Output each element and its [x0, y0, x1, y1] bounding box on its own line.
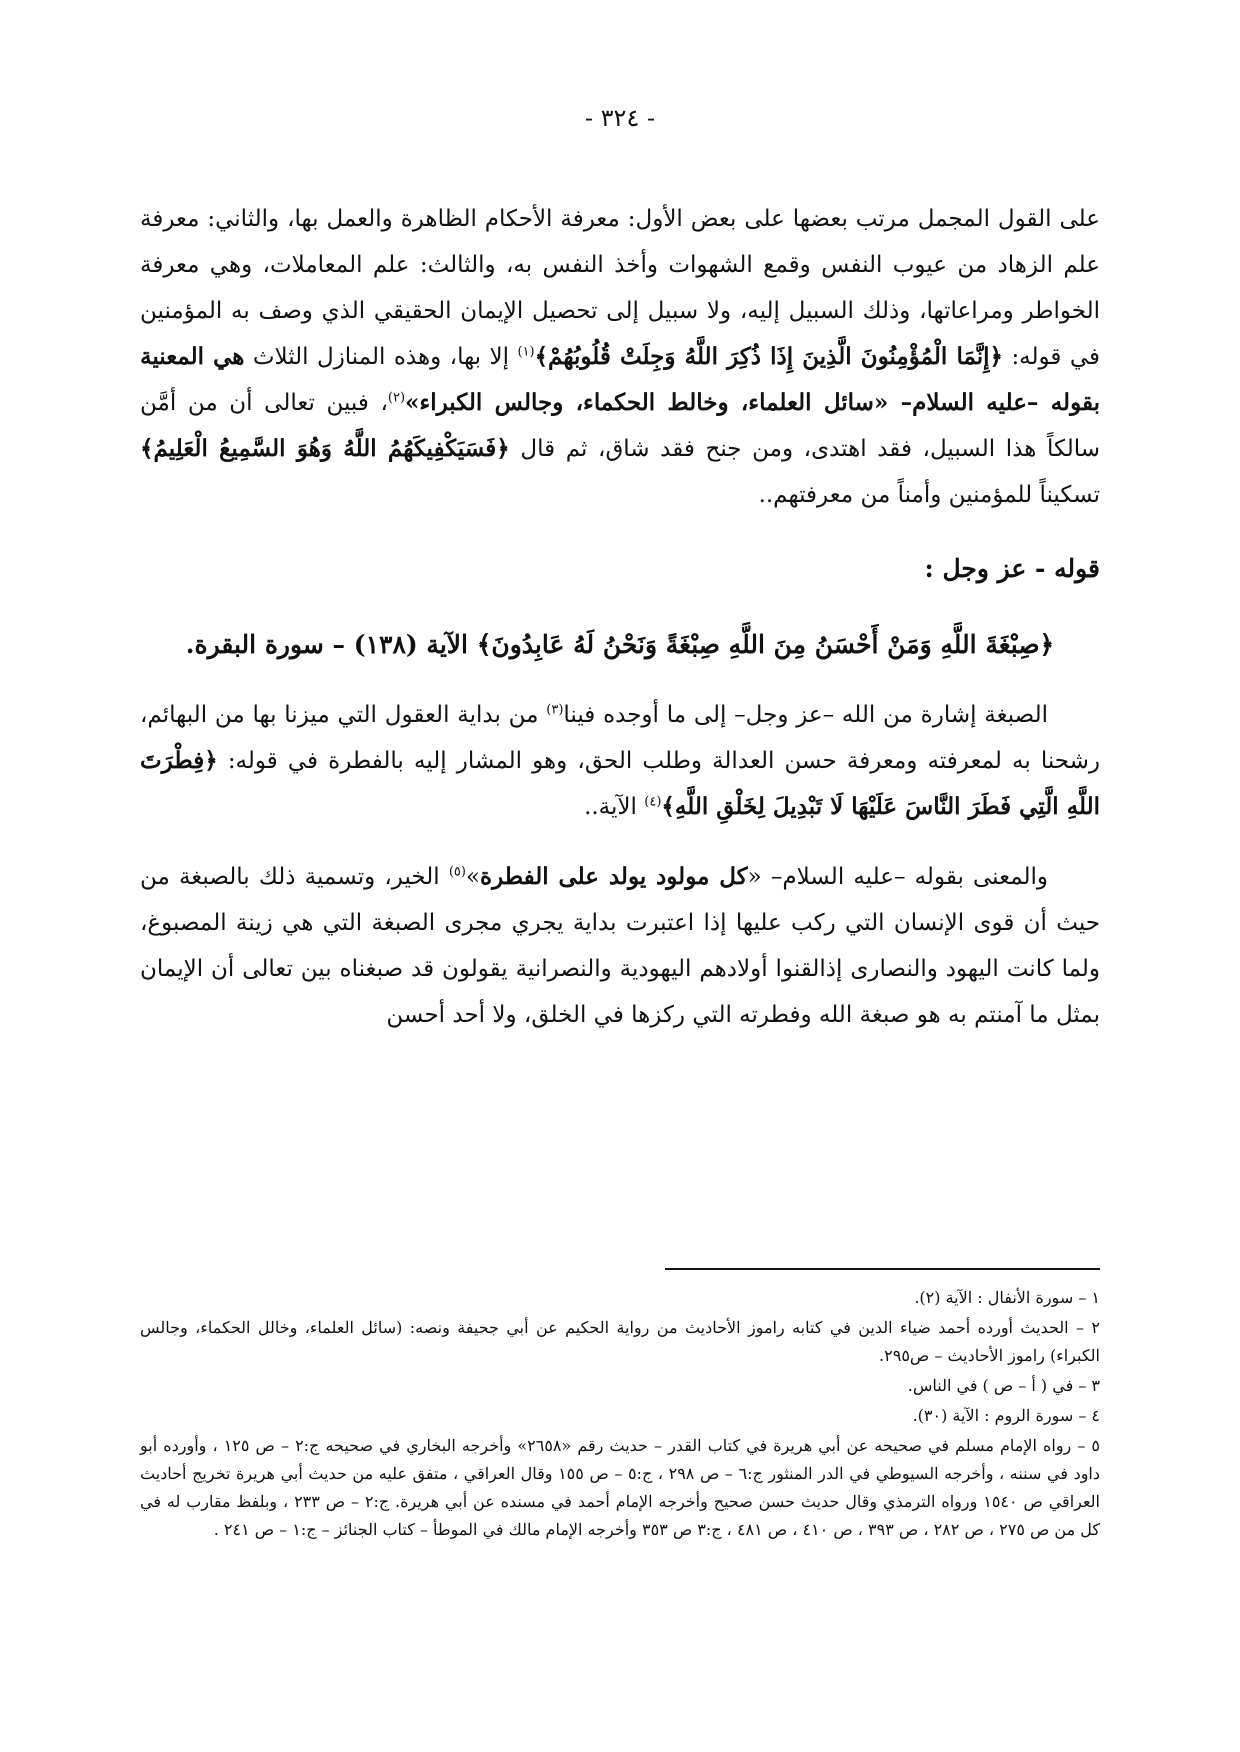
quran-verse-anfal: ﴿إِنَّمَا الْمُؤْمِنُونَ الَّذِينَ إِذَا ذُكِرَ اللَّهُ وَجِلَتْ قُلُوبُهُمْ﴾ [534, 343, 1004, 370]
paragraph-3-text-a: والمعنى بقوله –عليه السلام– « [747, 864, 1049, 890]
paragraph-2-text-c: الآية.. [584, 794, 645, 820]
page-number: - ٣٢٤ - [584, 104, 656, 132]
footnote-3: ٣ – في ( أ – ص ) في الناس. [907, 1376, 1100, 1395]
paragraph-2-text-a: الصبغة إشارة من الله –عز وجل– إلى ما أوجده فينا [563, 702, 1048, 728]
main-text [140, 196, 1100, 1038]
paragraph-3-quote-close: » [465, 864, 481, 890]
paragraph-3 [140, 854, 1100, 1038]
footnote-4: ٤ – سورة الروم : الآية (٣٠). [912, 1406, 1100, 1425]
quran-verse-rum: ﴿فِطْرَتَ اللَّهِ الَّتِي فَطَرَ النَّاسَ عَلَيْهَا لَا تَبْدِيلَ لِخَلْقِ اللَّهِ﴾ [140, 747, 1100, 820]
footnote-ref-1: (١) [517, 344, 535, 360]
verse-heading [140, 622, 1100, 668]
footnote-1: ١ – سورة الأنفال : الآية (٢). [914, 1288, 1100, 1307]
paragraph-2-text-b: من بداية العقول التي ميزنا بها من البهائم، رشحنا به لمعرفته ومعرفة حسن العدالة وطلب الحق، وهو المشار إليه بالفطرة في قوله: [140, 702, 1101, 774]
hadith-quote-fitra: كل مولود يولد على الفطرة [480, 863, 748, 890]
footnote-divider [665, 1268, 1100, 1270]
hadith-quote-scholars: هي المعنية بقوله –عليه السلام– «سائل العلماء، وخالط الحكماء، وجالس الكبراء» [140, 343, 1100, 416]
verse-heading-reference: الآية (١٣٨) – سورة البقرة. [185, 630, 477, 659]
footnote-ref-2: (٢) [387, 390, 406, 406]
footnote-ref-3: (٣) [546, 702, 564, 718]
footnote-ref-4: (٤) [644, 794, 662, 810]
paragraph-1-text-d: تسكيناً للمؤمنين وأمناً من معرفتهم.. [758, 482, 1100, 508]
paragraph-3-text-b: الخير، وتسمية ذلك بالصبغة من حيث أن قوى الإنسان التي ركب عليها إذا اعتبرت بداية يجري مجرى الصبغة التي هي زينة المصبوغ، ولما كانت اليهود والنصارى إذالقنوا أولادهم اليهودية والنصرانية يقولون قد صبغناه بين تعالى أن الإيمان بمثل ما آمنتم به هو صبغة الله وفطرته التي ركزها في الخلق، ولا أحد أحسن [140, 864, 1100, 1028]
paragraph-1-text-a: على القول المجمل مرتب بعضها على بعض الأول: معرفة الأحكام الظاهرة والعمل بها، والثاني: معرفة علم الزهاد من عيوب النفس وقمع الشهوات وأخذ النفس به، والثالث: علم المعاملات، وهي معرفة الخواطر ومراعاتها، وذلك السبيل إليه، ولا سبيل إلى تحصيل الإيمان الحقيقي الذي وصف به المؤمنين في قوله: [140, 206, 1100, 370]
verse-heading-verse: ﴿صِبْغَةَ اللَّهِ وَمَنْ أَحْسَنُ مِنَ اللَّهِ صِبْغَةً وَنَحْنُ لَهُ عَابِدُونَ﴾ [476, 630, 1055, 659]
paragraph-2 [140, 692, 1100, 830]
quran-verse-baqara-137: ﴿فَسَيَكْفِيكَهُمُ اللَّهُ وَهُوَ السَّمِيعُ الْعَلِيمُ﴾ [140, 435, 510, 462]
paragraph-1 [140, 196, 1100, 518]
paragraph-1-text-b: إلا بها، وهذه المنازل الثلاث [252, 344, 518, 370]
section-heading: قوله - عز وجل : [924, 554, 1100, 583]
footnote-5: ٥ – رواه الإمام مسلم في صحيحه عن أبي هريرة في كتاب القدر – حديث رقم «٢٦٥٨» وأخرجه البخاري في صحيحه ج:٢ – ص ١٢٥ ، وأورده أبو داود في سننه ، وأخرجه السيوطي في الدر المنثور ج:٦ – ص ٢٩٨ ، ج:٥ – ص ١٥٥ وقال العراقي ، متفق عليه من حديث أبي هريرة تخريج أحاديث العراقي ص ١٥٤٠ ورواه الترمذي وقال حديث حسن صحيح وأخرجه الإمام أحمد في مسنده عن أبي هريرة. ج:٢ – ص ٢٣٣ ، وبلفظ مقارب له في كل من ص ٢٧٥ ، ص ٢٨٢ ، ص ٣٩٣ ، ص ٤١٠ ، ص ٤٨١ ، ج:٣ ص ٣٥٣ وأخرجه الإمام مالك في الموطأ – كتاب الجنائز – ج:١ – ص ٢٤١ . [140, 1436, 1101, 1539]
paragraph-1-text-c: ، فبين تعالى أن من أمَّن سالكاً هذا السبيل، فقد اهتدى، ومن جنح فقد شاق، ثم قال [140, 390, 1101, 462]
footnote-ref-5: (٥) [448, 864, 466, 880]
footnote-2: ٢ – الحديث أورده أحمد ضياء الدين في كتابه راموز الأحاديث من رواية الحكيم عن أبي جحيفة ونصه: (سائل العلماء، وخالل الحكماء، وجالس الكبراء) راموز الأحاديث – ص٢٩٥. [140, 1318, 1101, 1365]
footnotes [140, 1284, 1100, 1546]
